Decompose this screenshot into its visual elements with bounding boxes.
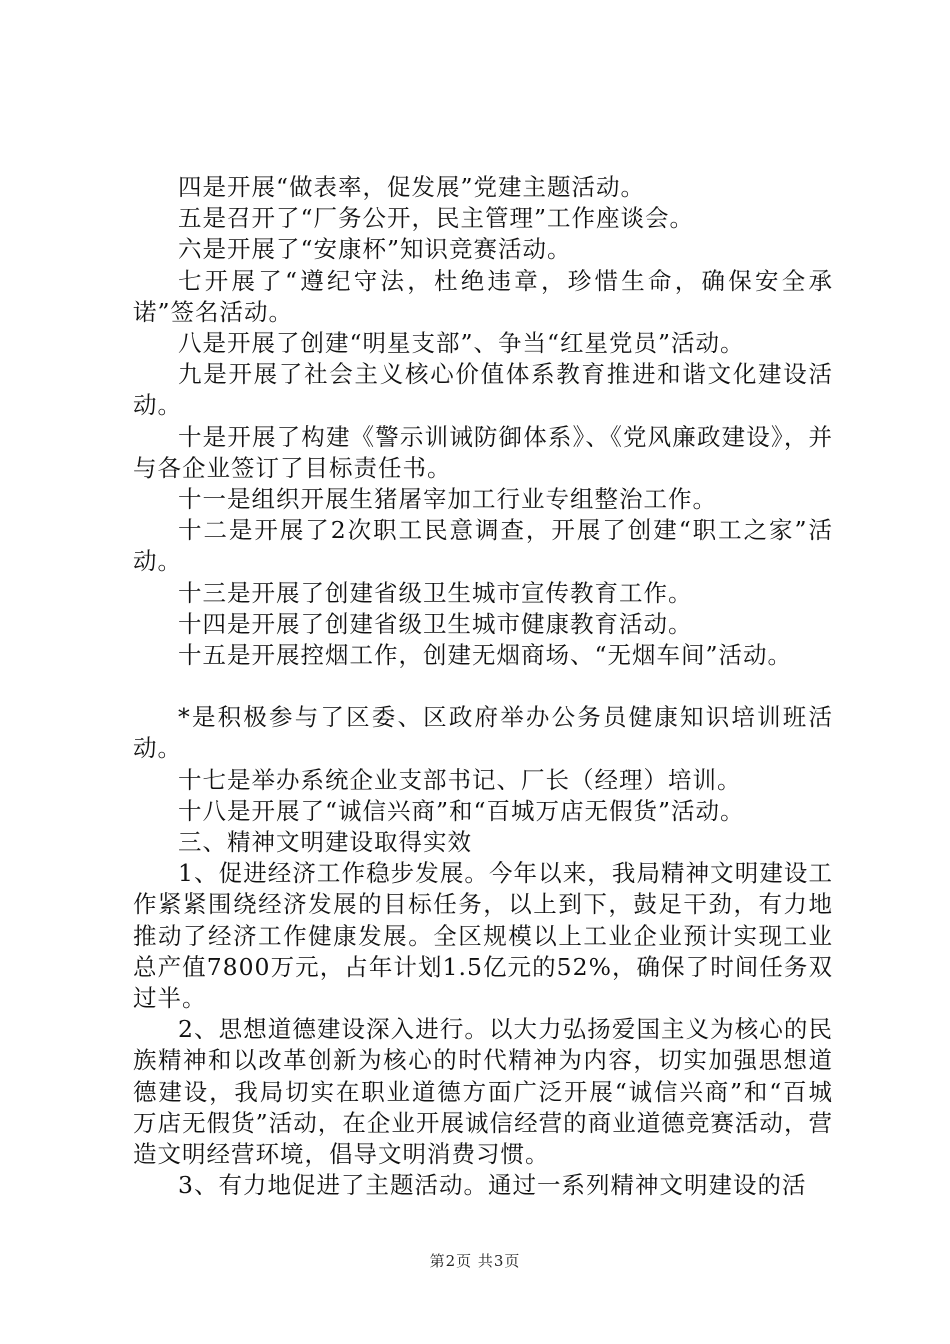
page-footer: 第2页 共3页 [429, 1252, 521, 1270]
paragraph-item-16: *是积极参与了区委、区政府举办公务员健康知识培训班活动。 [133, 703, 833, 763]
paragraph-item-9: 九是开展了社会主义核心价值体系教育推进和谐文化建设活动。 [133, 360, 833, 420]
paragraph-moral: 2、思想道德建设深入进行。以大力弘扬爱国主义为核心的民族精神和以改革创新为核心的时代精神为内容，切实加强思想道德建设，我局切实在职业道德方面广泛开展“诚信兴商”和“百城万店无假货”活动，在企业开展诚信经营的商业道德竞赛活动，营造文明经营环境，倡导文明消费习惯。 [133, 1015, 833, 1169]
paragraph-item-17: 十七是举办系统企业支部书记、厂长（经理）培训。 [178, 765, 742, 794]
paragraph-item-15: 十五是开展控烟工作，创建无烟商场、“无烟车间”活动。 [178, 641, 793, 670]
paragraph-item-14: 十四是开展了创建省级卫生城市健康教育活动。 [178, 609, 693, 638]
document-body [133, 172, 833, 1202]
paragraph-item-11: 十一是组织开展生猪屠宰加工行业专组整治工作。 [178, 485, 717, 514]
paragraph-item-5: 五是召开了“厂务公开，民主管理”工作座谈会。 [178, 204, 695, 233]
paragraph-item-8: 八是开展了创建“明星支部”、争当“红星党员”活动。 [178, 329, 745, 358]
paragraph-item-18: 十八是开展了“诚信兴商”和“百城万店无假货”活动。 [178, 796, 745, 825]
paragraph-item-7: 七开展了“遵纪守法，杜绝违章，珍惜生命，确保安全承诺”签名活动。 [133, 266, 833, 326]
paragraph-economy: 1、促进经济工作稳步发展。今年以来，我局精神文明建设工作紧紧围绕经济发展的目标任务，以上到下，鼓足干劲，有力地推动了经济工作健康发展。全区规模以上工业企业预计实现工业总产值7800万元，占年计划1.5亿元的52%，确保了时间任务双过半。 [133, 859, 833, 1013]
paragraph-activities: 3、有力地促进了主题活动。通过一系列精神文明建设的活 [178, 1171, 807, 1200]
paragraph-item-12: 十二是开展了2次职工民意调查，开展了创建“职工之家”活动。 [133, 516, 833, 576]
paragraph-item-10: 十是开展了构建《警示训诫防御体系》、《党风廉政建设》，并与各企业签订了目标责任书。 [133, 422, 833, 482]
paragraph-gap [133, 671, 833, 702]
paragraph-item-6: 六是开展了“安康杯”知识竞赛活动。 [178, 235, 572, 264]
section-heading: 三、精神文明建设取得实效 [178, 828, 472, 857]
paragraph-item-4: 四是开展“做表率，促发展”党建主题活动。 [178, 173, 646, 201]
paragraph-item-13: 十三是开展了创建省级卫生城市宣传教育工作。 [178, 578, 693, 607]
